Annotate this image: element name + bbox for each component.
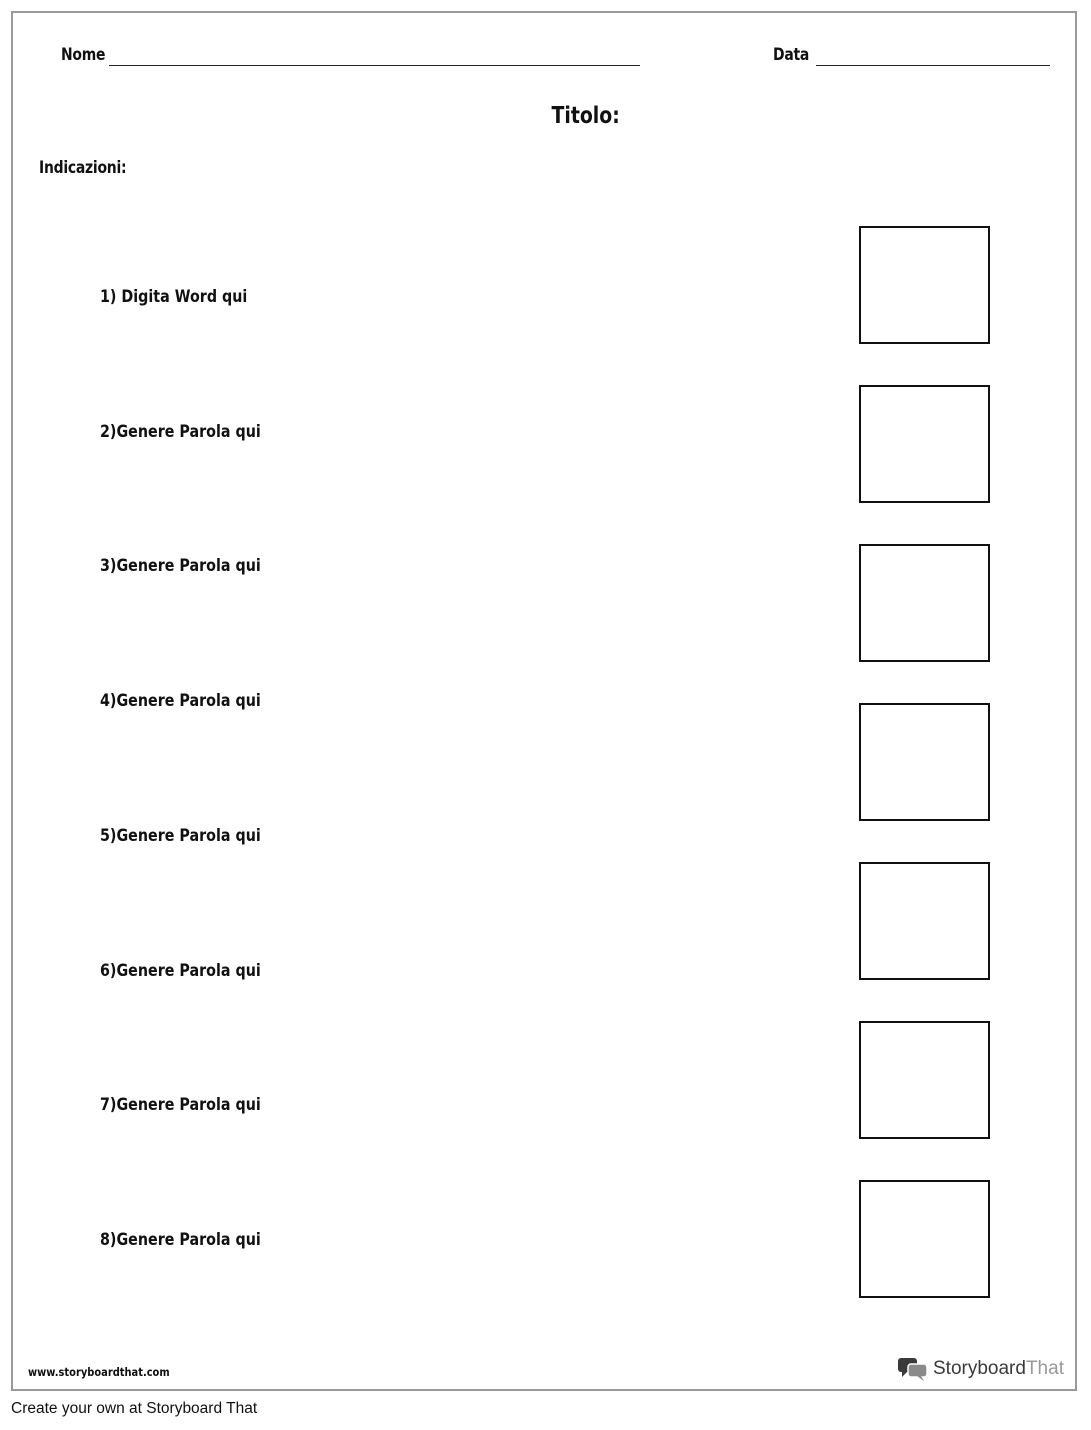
- image-box-7: [859, 1180, 990, 1298]
- image-box-5: [859, 862, 990, 980]
- list-item-6: 6)Genere Parola qui: [100, 961, 261, 981]
- list-item-1: 1) Digita Word qui: [100, 287, 248, 307]
- list-item-8: 8)Genere Parola qui: [100, 1230, 261, 1250]
- list-item-2: 2)Genere Parola qui: [100, 422, 261, 442]
- list-item-3: 3)Genere Parola qui: [100, 556, 261, 576]
- date-line: [816, 65, 1050, 66]
- image-box-6: [859, 1021, 990, 1139]
- image-box-2: [859, 385, 990, 503]
- list-item-5: 5)Genere Parola qui: [100, 826, 261, 846]
- footer-create-link[interactable]: Create your own at Storyboard That: [11, 1400, 258, 1417]
- image-box-4: [859, 703, 990, 821]
- page-title: Titolo:: [551, 103, 620, 129]
- logo-text-storyboard: Storyboard: [933, 1358, 1026, 1379]
- directions-label: Indicazioni:: [39, 158, 127, 178]
- image-box-1: [859, 226, 990, 344]
- site-url[interactable]: www.storyboardthat.com: [28, 1365, 170, 1379]
- storyboardthat-logo[interactable]: [897, 1354, 1064, 1384]
- name-line: [109, 65, 640, 66]
- name-label: Nome: [61, 45, 106, 65]
- list-item-4: 4)Genere Parola qui: [100, 691, 261, 711]
- speech-bubbles-icon: [897, 1356, 929, 1382]
- date-label: Data: [773, 45, 810, 65]
- list-item-7: 7)Genere Parola qui: [100, 1095, 261, 1115]
- logo-text-that: That: [1025, 1358, 1064, 1379]
- worksheet-page: [11, 11, 1077, 1391]
- image-box-3: [859, 544, 990, 662]
